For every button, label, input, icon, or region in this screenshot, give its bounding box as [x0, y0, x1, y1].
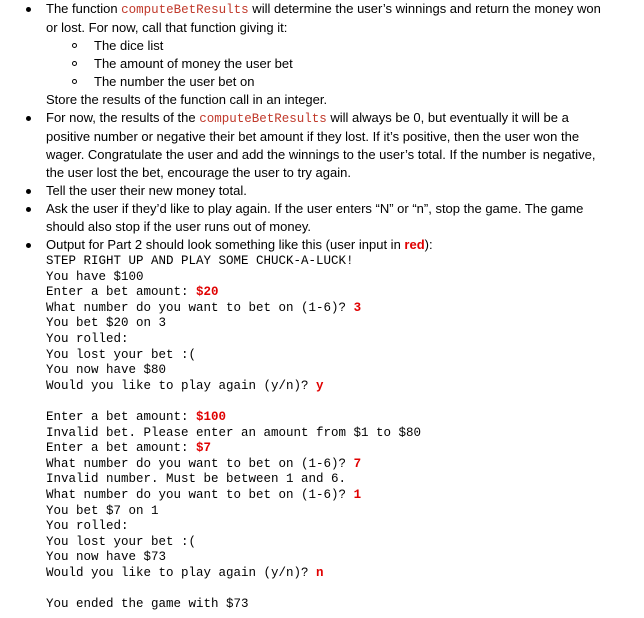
output-line	[0, 504, 644, 520]
hollow-bullet-icon	[72, 79, 77, 84]
output-line	[0, 426, 644, 442]
bullet-list	[0, 0, 644, 254]
output-text: Would you like to play again (y/n)?	[46, 565, 317, 580]
user-input: 7	[353, 456, 362, 471]
text: The function	[46, 1, 122, 16]
bullet-item-total	[0, 182, 644, 200]
output-text: You have $100	[46, 269, 144, 284]
text: The amount of money the user bet	[94, 56, 293, 71]
output-text: Enter a bet amount:	[46, 409, 197, 424]
output-text: You lost your bet :(	[46, 534, 197, 549]
output-line	[0, 535, 644, 551]
output-text: Would you like to play again (y/n)?	[46, 378, 317, 393]
output-text: Enter a bet amount:	[46, 285, 197, 300]
continuation-line: should also stop if the user runs out of money.	[46, 219, 311, 234]
sub-item	[0, 55, 644, 73]
output-line	[0, 394, 644, 410]
bullet-icon	[26, 207, 31, 212]
continuation-line: the user lost the bet, encourage the user to try again.	[46, 165, 351, 180]
output-text: You lost your bet :(	[46, 347, 197, 362]
continuation-line: or lost. For now, call that function giving it:	[46, 20, 288, 35]
user-input: $100	[196, 409, 227, 424]
output-line	[0, 566, 644, 582]
hollow-bullet-icon	[72, 61, 77, 66]
bullet-icon	[26, 189, 31, 194]
output-line	[0, 581, 644, 597]
output-text: Invalid number. Must be between 1 and 6.	[46, 472, 347, 487]
continuation-line: positive number or negative their bet amount if they lost. If it’s positive, then the user won the	[46, 129, 580, 144]
bullet-item-output	[0, 236, 644, 254]
output-text: You bet $7 on 1	[46, 503, 159, 518]
continuation-line: wager. Congratulate the user and add the winnings to the user’s total. If the number is negative,	[46, 147, 596, 162]
output-line	[0, 285, 644, 301]
bullet-item-function	[0, 0, 644, 19]
function-name: computeBetResults	[121, 3, 249, 17]
sample-output	[0, 254, 644, 613]
user-input: n	[316, 565, 324, 580]
sub-item	[0, 73, 644, 91]
user-input: $20	[196, 285, 219, 300]
bullet-item-play-again	[0, 200, 644, 218]
output-text: What number do you want to bet on (1-6)?	[46, 456, 354, 471]
output-text: You rolled:	[46, 519, 129, 534]
output-text: Enter a bet amount:	[46, 441, 197, 456]
output-text: You ended the game with $73	[46, 597, 249, 612]
text: Ask the user if they’d like to play again. If the user enters “N” or “n”, stop the game. The game	[46, 201, 584, 216]
output-line	[0, 488, 644, 504]
output-line	[0, 301, 644, 317]
output-line	[0, 348, 644, 364]
output-text: What number do you want to bet on (1-6)?	[46, 487, 354, 502]
continuation-line: Store the results of the function call in an integer.	[46, 92, 328, 107]
output-line	[0, 410, 644, 426]
output-line	[0, 441, 644, 457]
user-input: 1	[353, 487, 362, 502]
output-line	[0, 316, 644, 332]
output-line	[0, 597, 644, 613]
output-text: Invalid bet. Please enter an amount from $1 to $80	[46, 425, 422, 440]
text: The dice list	[94, 38, 164, 53]
text: will determine the user’s winnings and return the money won	[248, 1, 601, 16]
user-input: $7	[196, 441, 212, 456]
red-word: red	[404, 237, 425, 252]
user-input: 3	[353, 300, 362, 315]
hollow-bullet-icon	[72, 43, 77, 48]
output-text: STEP RIGHT UP AND PLAY SOME CHUCK-A-LUCK!	[46, 254, 354, 268]
text: ):	[424, 237, 433, 252]
bullet-icon	[26, 7, 31, 12]
user-input: y	[316, 378, 324, 393]
output-line	[0, 363, 644, 379]
output-text: You now have $80	[46, 363, 167, 378]
function-name: computeBetResults	[199, 112, 327, 126]
sub-item	[0, 37, 644, 55]
output-line	[0, 332, 644, 348]
text: Output for Part 2 should look something like this (user input in	[46, 237, 405, 252]
text: For now, the results of the	[46, 110, 200, 125]
output-text: What number do you want to bet on (1-6)?	[46, 300, 354, 315]
output-line	[0, 472, 644, 488]
output-line	[0, 519, 644, 535]
output-line	[0, 254, 644, 270]
output-line	[0, 550, 644, 566]
output-text: You rolled:	[46, 331, 129, 346]
output-line	[0, 457, 644, 473]
text: will always be 0, but eventually it will be a	[326, 110, 569, 125]
bullet-icon	[26, 243, 31, 248]
bullet-icon	[26, 116, 31, 121]
text: Tell the user their new money total.	[46, 183, 247, 198]
bullet-item-results	[0, 109, 644, 128]
output-text: You now have $73	[46, 550, 167, 565]
output-text: You bet $20 on 3	[46, 316, 167, 331]
text: The number the user bet on	[94, 74, 255, 89]
output-line	[0, 270, 644, 286]
output-line	[0, 379, 644, 395]
